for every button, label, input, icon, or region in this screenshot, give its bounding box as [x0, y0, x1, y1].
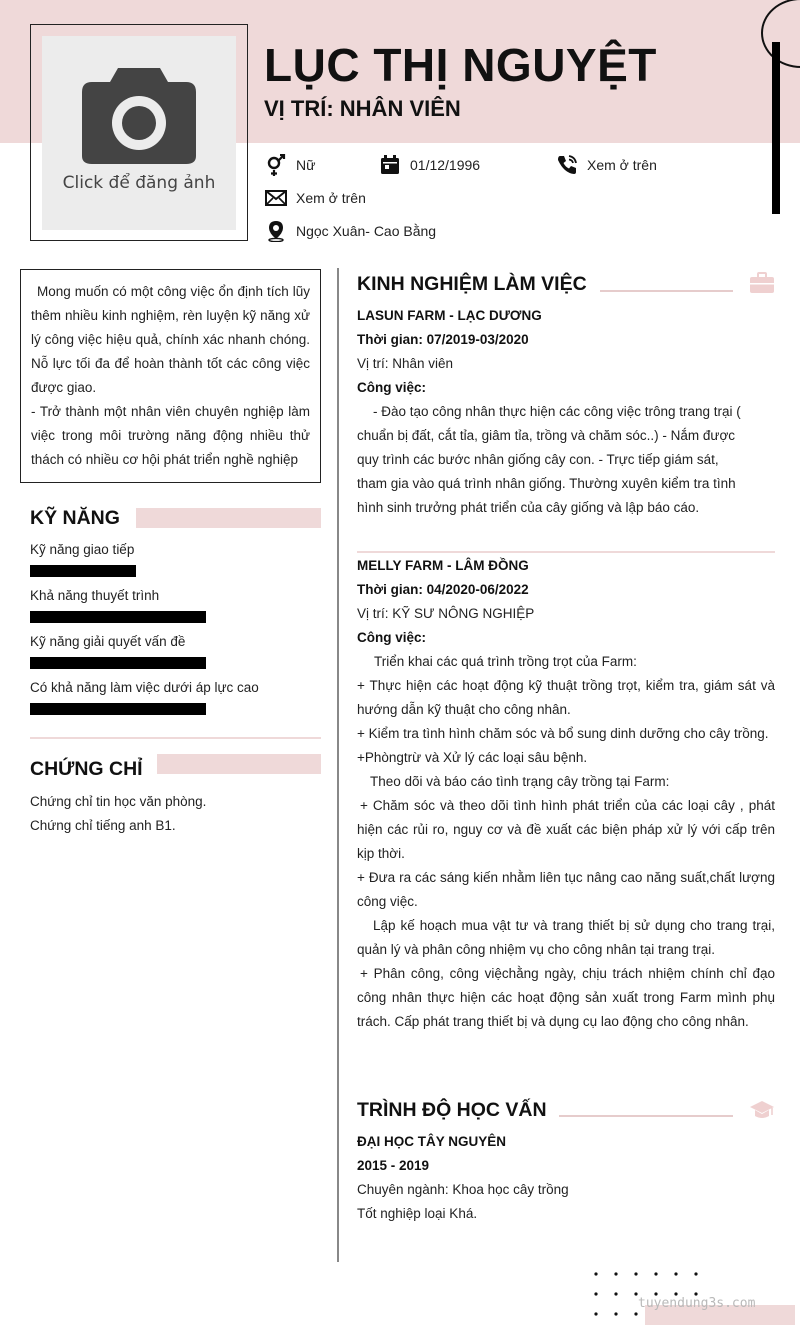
objective-paragraph-2: - Trở thành một nhân viên chuyên nghiệp làm việc trong môi trường năng động nhiều thử thách có nhiều cơ hội phát triển nghề nghiệp — [31, 404, 310, 467]
objective-paragraph-1: Mong muốn có một công việc ổn định tích lũy thêm nhiều kinh nghiệm, rèn luyện kỹ năng xử lý công việc hiệu quả, chính xác nhanh chóng. Nỗ lực tối đa để hoàn thành tốt các công việc được giao. — [31, 284, 310, 395]
skill-name: Có khả năng làm việc dưới áp lực cao — [30, 680, 259, 695]
certificates-title-band — [157, 754, 321, 774]
certificate-item: Chứng chỉ tin học văn phòng. — [30, 794, 207, 809]
experience-title-rule — [600, 290, 733, 292]
job-duties-label: Công việc: — [357, 630, 427, 645]
email-info — [265, 187, 366, 209]
job-duty-line: + Thực hiện các hoạt động kỹ thuật trồng trọt, kiểm tra, giám sát và hướng dẫn kỹ thuật cho công nhân. — [357, 678, 775, 717]
job-duty-line: + Đưa ra các sáng kiến nhằm liên tục nâng cao năng suất,chất lượng công việc. — [357, 870, 775, 909]
decorative-bar — [772, 42, 780, 214]
birthday-value: 01/12/1996 — [410, 157, 481, 173]
job-entry — [357, 304, 775, 520]
job-duty-line: Triển khai các quá trình trồng trọt của Farm: — [374, 654, 637, 669]
gender-value: Nữ — [296, 157, 316, 173]
education-title-rule — [559, 1115, 733, 1117]
job-time: Thời gian: 07/2019-03/2020 — [357, 332, 529, 347]
job-divider — [357, 551, 775, 553]
envelope-icon — [265, 187, 287, 209]
phone-icon — [556, 154, 578, 176]
candidate-name: LỤC THỊ NGUYỆT — [264, 39, 657, 91]
briefcase-icon — [749, 272, 775, 294]
gender-icon — [265, 154, 287, 176]
job-role: Vị trí: KỸ SƯ NÔNG NGHIỆP — [357, 606, 535, 621]
skill-bar — [30, 611, 206, 623]
skill-bar — [30, 703, 206, 715]
skill-name: Khả năng thuyết trình — [30, 588, 160, 603]
skill-name: Kỹ năng giải quyết vấn đề — [30, 634, 186, 649]
career-objective — [20, 269, 321, 483]
phone-value: Xem ở trên — [587, 157, 657, 173]
education-title: TRÌNH ĐỘ HỌC VẤN — [357, 1099, 547, 1121]
job-description: - Đào tạo công nhân thực hiện các công việc trông trang trại ( chuẩn bị đất, cắt tỉa, giâm tỉa, trồng và chăm sóc..) - Nắm được quy trình các bước nhân giống cây con. - Trực tiếp giám sát, tham gia vào quá trình nhân giống. Thường xuyên kiểm tra tình hình sinh trưởng phát triển của cây giống và lập báo cáo. — [357, 404, 741, 515]
phone-info — [556, 154, 657, 176]
skill-bar — [30, 565, 136, 577]
column-divider — [337, 268, 339, 1262]
job-duty-line: + Chăm sóc và theo dõi tình hình phát triển của các loại cây , phát hiện các rủi ro, nguy cơ và đề xuất các biện pháp xử lý với cấp trên kịp thời. — [357, 798, 775, 861]
calendar-icon — [379, 154, 401, 176]
photo-upload[interactable] — [42, 36, 236, 230]
skills-title-band — [136, 508, 321, 528]
address-info — [265, 220, 436, 242]
job-duties-label: Công việc: — [357, 380, 427, 395]
camera-icon — [80, 64, 198, 166]
job-entry — [357, 554, 775, 1034]
job-time: Thời gian: 04/2020-06/2022 — [357, 582, 529, 597]
photo-caption: Click để đăng ảnh — [62, 173, 216, 193]
experience-title: KINH NGHIỆM LÀM VIỆC — [357, 273, 587, 295]
job-company: LASUN FARM - LẠC DƯƠNG — [357, 308, 542, 323]
certificate-item: Chứng chỉ tiếng anh B1. — [30, 818, 176, 833]
certificates-title: CHỨNG CHỈ — [30, 758, 143, 780]
birthday-info — [379, 154, 480, 176]
job-duty-line: Theo dõi và báo cáo tình trạng cây trồng tại Farm: — [370, 774, 670, 789]
skill-bar — [30, 657, 206, 669]
gender-info — [265, 154, 315, 176]
education-years: 2015 - 2019 — [357, 1158, 430, 1173]
certificates-list — [30, 790, 206, 838]
education-grade: Tốt nghiệp loại Khá. — [357, 1206, 478, 1221]
job-duty-line: +Phòngtrừ và Xử lý các loại sâu bệnh. — [357, 750, 588, 765]
graduation-cap-icon — [749, 1100, 775, 1120]
address-value: Ngọc Xuân- Cao Bằng — [296, 223, 437, 239]
watermark: tuyendung3s.com — [638, 1296, 756, 1311]
candidate-position: VỊ TRÍ: NHÂN VIÊN — [264, 96, 461, 121]
skills-title: KỸ NĂNG — [30, 507, 120, 529]
job-duty-line: + Phân công, công việchằng ngày, chịu trách nhiệm chính chỉ đạo công nhân thực hiện các hoạt động sản xuất trong Farm mình phụ trách. Cấp phát trang thiết bị và dụng cụ lao động cho công nhân. — [357, 966, 775, 1029]
education-major: Chuyên ngành: Khoa học cây trồng — [357, 1182, 569, 1197]
job-role: Vị trí: Nhân viên — [357, 356, 454, 371]
job-duty-line: Lập kế hoạch mua vật tư và trang thiết bị sử dụng cho trang trại, quản lý và phân công nhiệm vụ cho công nhân tại trang trại. — [357, 918, 775, 957]
job-company: MELLY FARM - LÂM ĐỒNG — [357, 558, 529, 573]
skill-name: Kỹ năng giao tiếp — [30, 542, 135, 557]
education-entry — [357, 1130, 775, 1226]
job-duty-line: + Kiểm tra tình hình chăm sóc và bổ sung dinh dưỡng cho cây trồng. — [357, 726, 769, 741]
email-value: Xem ở trên — [296, 190, 366, 206]
location-pin-icon — [265, 220, 287, 242]
section-divider — [30, 737, 321, 739]
education-school: ĐẠI HỌC TÂY NGUYÊN — [357, 1134, 507, 1149]
